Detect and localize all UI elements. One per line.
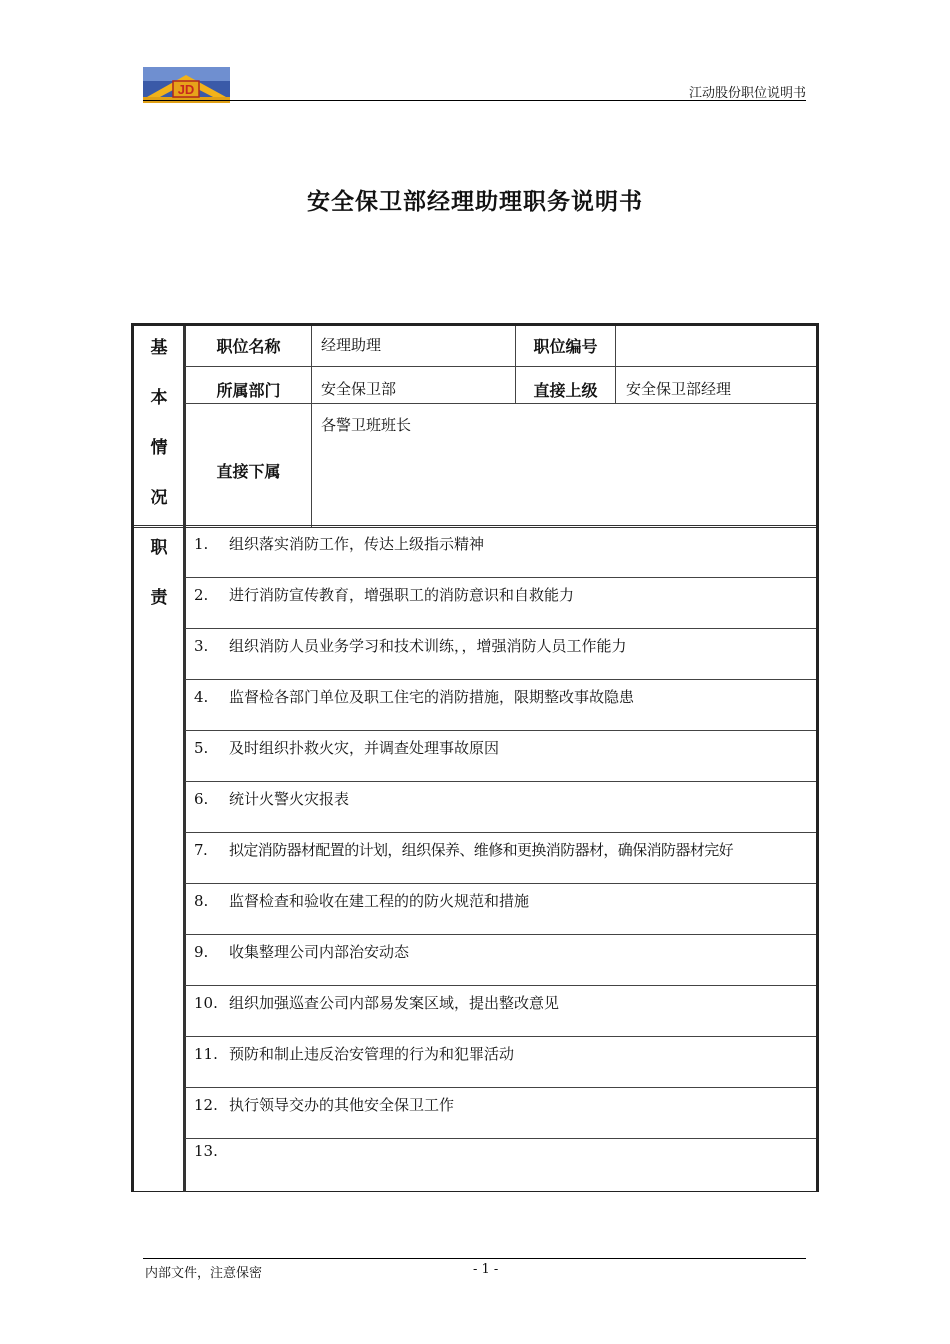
duty-item [194,686,634,707]
duty-text: 组织加强巡查公司内部易发案区域，提出整改意见 [229,994,560,1012]
row-divider [185,403,816,404]
row-divider [185,1087,816,1088]
department-value: 安全保卫部 [321,380,397,398]
duty-text: 执行领导交办的其他安全保卫工作 [229,1096,455,1114]
duty-item [194,890,529,911]
section-divider [183,326,186,1192]
row-divider [185,1138,816,1139]
duty-number: 6. [194,790,209,808]
basic-section-char: 基 [150,338,168,358]
duty-number: 13. [194,1142,218,1160]
row-divider [185,934,816,935]
duty-number: 7. [194,841,208,859]
row-divider [185,1036,816,1037]
duty-number: 11. [194,1045,218,1063]
duty-number: 9. [194,943,209,961]
duty-item [194,635,627,656]
duty-text: 预防和制止违反治安管理的行为和犯罪活动 [229,1045,515,1063]
duty-item [194,1043,514,1064]
row-divider [185,985,816,986]
position-code-label: 职位编号 [533,337,598,356]
basic-section-char: 情 [150,438,168,458]
duties-section-char: 职 [150,538,168,558]
subordinate-value: 各警卫班班长 [321,416,412,434]
duty-text: 监督检各部门单位及职工住宅的消防措施，限期整改事故隐患 [229,688,635,706]
duty-item [194,737,499,758]
document-series: 江动股份职位说明书 [688,86,806,101]
superior-label: 直接上级 [533,381,598,400]
company-logo [143,67,230,103]
duty-number: 4. [194,688,209,706]
row-divider [185,832,816,833]
duty-item [194,788,349,809]
duty-item [194,1094,454,1115]
row-divider [185,883,816,884]
position-name-value: 经理助理 [321,336,382,354]
duty-number: 3. [194,637,209,655]
duty-item [194,839,733,860]
duty-text: 进行消防宣传教育，增强职工的消防意识和自救能力 [229,586,575,604]
duty-item [194,1142,229,1160]
column-divider [311,326,312,527]
duty-number: 5. [194,739,209,757]
duty-number: 1. [194,535,209,553]
row-divider [185,679,816,680]
duty-item [194,584,574,605]
confidential-note: 内部文件，注意保密 [145,1266,263,1281]
duty-number: 12. [194,1096,218,1114]
page-title: 安全保卫部经理助理职务说明书 [307,189,643,215]
column-divider [615,326,616,404]
duty-text: 组织落实消防工作，传达上级指示精神 [229,535,485,553]
row-divider [185,628,816,629]
position-name-label: 职位名称 [216,337,281,356]
duty-text: 监督检查和验收在建工程的的防火规范和措施 [229,892,530,910]
footer-rule [143,1258,806,1259]
basic-section-char: 况 [150,488,168,508]
page-number: - 1 - [473,1262,499,1277]
duty-number: 8. [194,892,209,910]
duty-number: 2. [194,586,209,604]
duty-item [194,533,484,554]
duties-section-char: 责 [150,588,168,608]
duty-text: 及时组织扑救火灾，并调查处理事故原因 [229,739,500,757]
subordinate-label: 直接下属 [216,462,281,481]
section-row-divider [134,525,816,528]
department-label: 所属部门 [216,381,281,400]
duty-text: 统计火警火灾报表 [229,790,350,808]
row-divider [185,781,816,782]
duty-text: 组织消防人员业务学习和技术训练，，增强消防人员工作能力 [229,637,627,655]
duty-text: 拟定消防器材配置的计划，组织保养、维修和更换消防器材，确保消防器材完好 [229,841,734,859]
logo-text: JD [177,82,195,97]
superior-value: 安全保卫部经理 [626,380,732,398]
basic-section-char: 本 [150,388,168,408]
duty-item [194,941,409,962]
duty-text: 收集整理公司内部治安动态 [229,943,410,961]
row-divider [185,366,816,367]
row-divider [185,577,816,578]
duty-item [194,992,559,1013]
row-divider [185,730,816,731]
duty-number: 10. [194,994,218,1012]
